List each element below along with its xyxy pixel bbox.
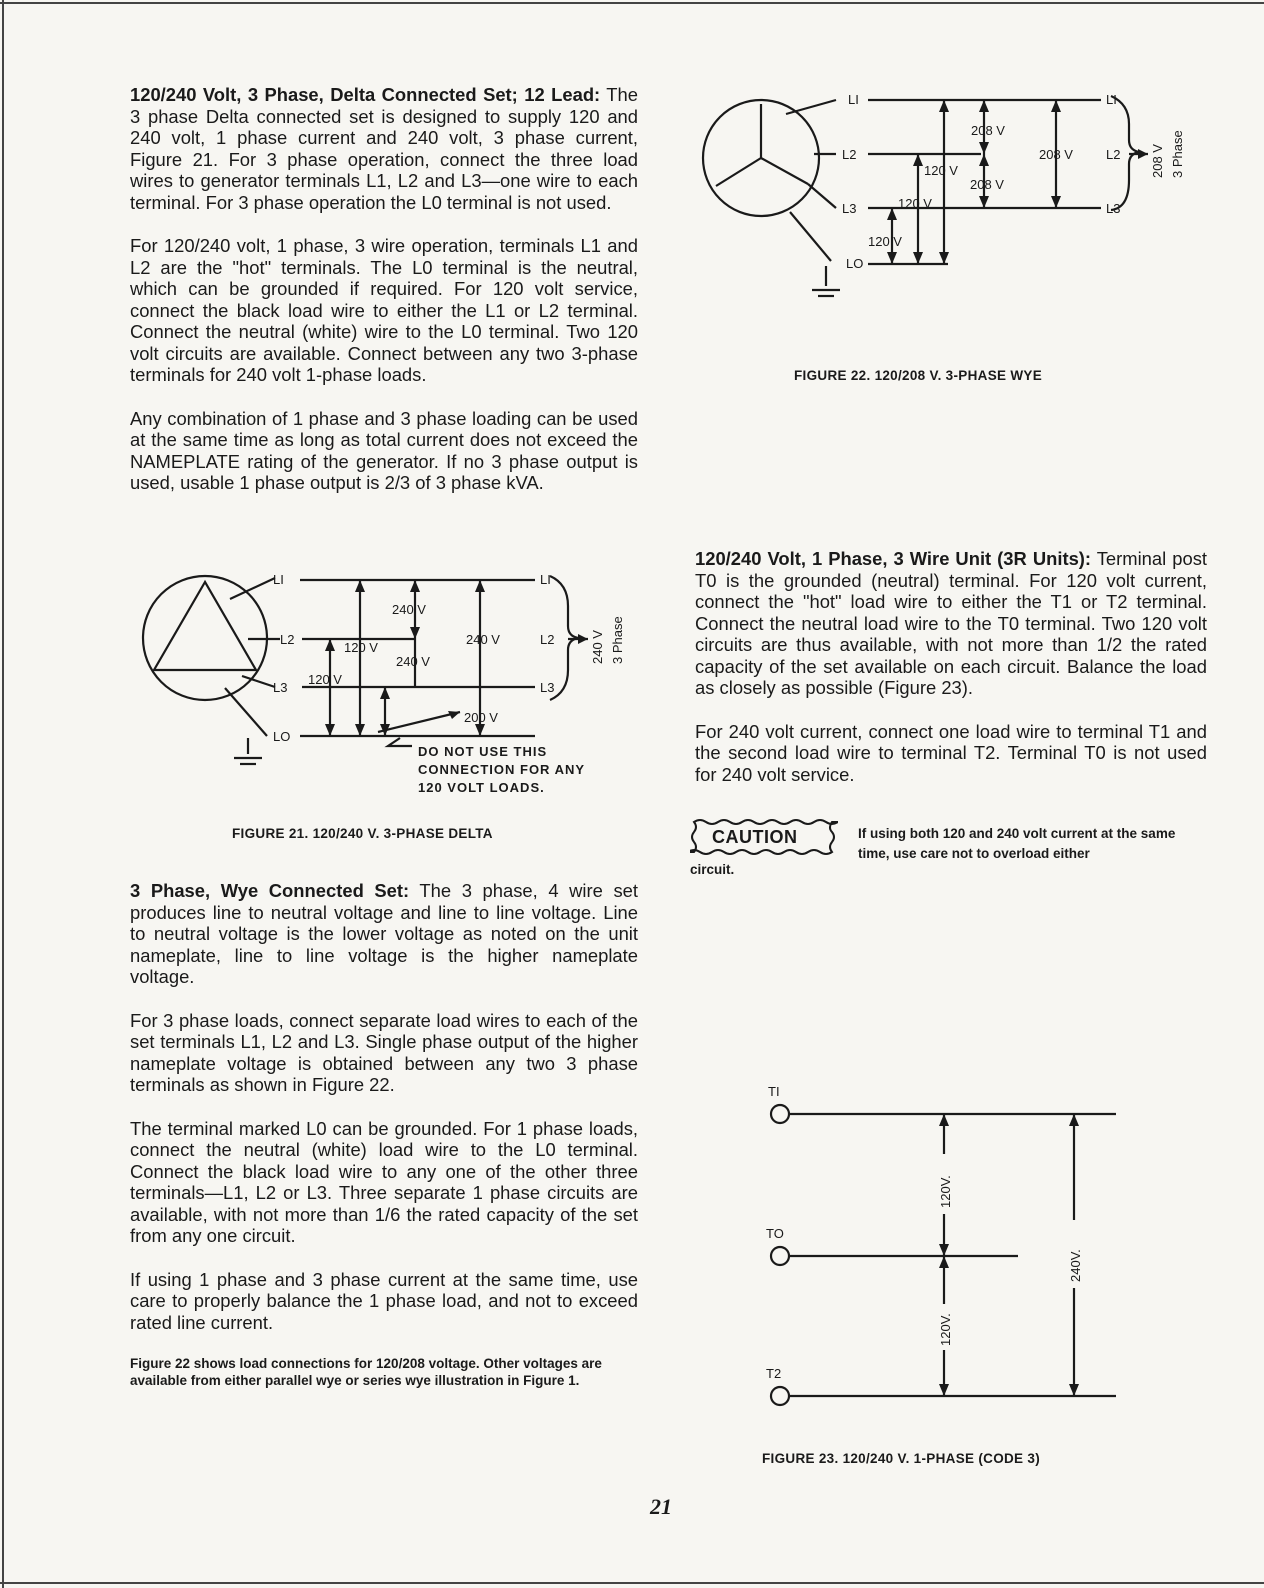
- fig21-240v-label-b: 240 V: [396, 654, 430, 669]
- fig21-240v-label-c: 240 V: [466, 632, 500, 647]
- paragraph-1-phase-delta: For 120/240 volt, 1 phase, 3 wire operation, terminals L1 and L2 are the "hot" terminals. The L0 terminal is the neutral, which can be grounded if required. For 120 volt service, connect the black load wire to either the L1 or L2 terminal. Connect the neutral (white) wire to the L0 terminal. Two 120 volt circuits are available. Connect between any two 3-phase terminals for 240 volt 1-phase loads.: [130, 235, 638, 385]
- fig21-120v-label-a: 120 V: [344, 640, 378, 655]
- fig23-terminal-t1: TI: [768, 1084, 780, 1099]
- fig23-240v-label: 240V.: [1068, 1249, 1083, 1282]
- paragraph-balance: If using 1 phase and 3 phase current at the same time, use care to properly balance the 1 phase load, and not to exceed rated line current.: [130, 1268, 638, 1333]
- figure-23-caption: FIGURE 23. 120/240 V. 1-PHASE (CODE 3): [762, 1451, 1041, 1466]
- fig21-side-240v: 240 V: [590, 630, 605, 664]
- page-edge-top: [0, 2, 1264, 4]
- fig22-right-l1: LI: [1106, 92, 1117, 107]
- paragraph-figure-note: Figure 22 shows load connections for 120/208 voltage. Other voltages are available from either parallel wye or series wye illustration in Figure 1.: [130, 1356, 602, 1388]
- fig22-208v-label-c: 208 V: [1039, 147, 1073, 162]
- right-column: [695, 548, 1207, 807]
- fig21-side-3-phase: 3 Phase: [610, 616, 625, 664]
- wye-arm-right-icon: [761, 158, 808, 184]
- fig21-right-l3: L3: [540, 680, 555, 695]
- paragraph-delta-intro: [130, 84, 638, 213]
- fig21-240v-label-a: 240 V: [392, 602, 426, 617]
- fig21-warning-line-2: CONNECTION FOR ANY: [418, 762, 586, 777]
- fig22-terminal-l1: LI: [848, 92, 859, 107]
- page-edge-bottom: [0, 1582, 1264, 1584]
- fig22-side-208v: 208 V: [1150, 144, 1165, 178]
- terminal-t1-icon: [771, 1105, 789, 1123]
- fig21-terminal-l0: LO: [273, 729, 291, 744]
- figure-22-wye-diagram: [696, 86, 1206, 322]
- paragraph-3r-units: [695, 548, 1207, 699]
- heading-delta: 120/240 Volt, 3 Phase, Delta Connected Set; 12 Lead:: [130, 84, 601, 105]
- fig22-208v-label-a: 208 V: [971, 123, 1005, 138]
- heading-wye: 3 Phase, Wye Connected Set:: [130, 880, 410, 901]
- fig21-warning-line-3: 120 VOLT LOADS.: [418, 780, 545, 795]
- figure-21-delta-diagram: [130, 566, 650, 806]
- terminal-t2-icon: [771, 1387, 789, 1405]
- fig22-120v-label-b: 120 V: [898, 196, 932, 211]
- fig22-120v-label-c: 120 V: [868, 234, 902, 249]
- fig21-terminal-l2: L2: [280, 632, 295, 647]
- figure-22-caption: FIGURE 22. 120/208 V. 3-PHASE WYE: [794, 368, 1043, 383]
- fig21-terminal-l3: L3: [273, 680, 288, 695]
- fig21-120v-label-b: 120 V: [308, 672, 342, 687]
- page-edge-left: [2, 0, 4, 1588]
- paragraph-l0-grounded: The terminal marked L0 can be grounded. For 1 phase loads, connect the neutral (white) load wire to the L0 terminal. Connect the black load wire to any one of the other three terminals—L1, L2 or L3. Three separate 1 phase circuits are available, with not more than 1/6 the rated capacity of the set from any one circuit.: [130, 1117, 638, 1246]
- paragraph-combination: Any combination of 1 phase and 3 phase loading can be used at the same time as long as total current does not exceed the NAMEPLATE rating of the generator. If no 3 phase output is used, usable 1 phase output is 2/3 of 3 phase kVA.: [130, 407, 638, 493]
- text-3r-units: Terminal post T0 is the grounded (neutral) terminal. For 120 volt current, connect the "hot" load wire to either the T1 or T2 terminal. Connect the neutral load wire to the T0 terminal. Two 120 volt circuits are thus available, with not more than 1/2 the rated capacity of the set available on each circuit. Balance the load as closely as possible (Figure 23).: [695, 548, 1207, 698]
- paragraph-wye-intro: [130, 880, 638, 988]
- figure-23-1-phase-diagram: [760, 1080, 1120, 1410]
- fig23-120v-label-a: 120V.: [938, 1175, 953, 1208]
- fig22-side-3-phase: 3 Phase: [1170, 130, 1185, 178]
- caution-label: CAUTION: [712, 827, 798, 847]
- fig21-right-l1: LI: [540, 572, 551, 587]
- fig22-terminal-l3: L3: [842, 201, 857, 216]
- fig22-right-l3: L3: [1106, 201, 1121, 216]
- paragraph-3-phase-loads: For 3 phase loads, connect separate load wires to each of the set terminals L1, L2 and L3. Single phase output of the higher nameplate voltage is obtained between any two 3 phase terminals as shown in Figure 22.: [130, 1009, 638, 1095]
- left-column: [130, 84, 638, 516]
- fig22-terminal-l2: L2: [842, 147, 857, 162]
- fig22-terminal-l0: LO: [846, 256, 864, 271]
- fig21-right-l2: L2: [540, 632, 555, 647]
- fig23-terminal-t2: T2: [766, 1366, 782, 1381]
- page-number: 21: [650, 1494, 672, 1519]
- fig22-right-l2: L2: [1106, 147, 1121, 162]
- fig23-terminal-t0: TO: [766, 1226, 784, 1241]
- text-wye-intro: The 3 phase, 4 wire set produces line to neutral voltage and line to line voltage. Line to neutral voltage is the lower voltage as noted on the unit nameplate, line to line voltage is the higher nameplate voltage.: [130, 880, 638, 987]
- fig21-warning-line-1: DO NOT USE THIS: [418, 744, 548, 759]
- paragraph-240-volt: For 240 volt current, connect one load wire to terminal T1 and the second load wire to terminal T2. Terminal T0 is not used for 240 volt service.: [695, 720, 1207, 785]
- caution-text-tail: circuit.: [690, 862, 735, 877]
- fig23-120v-label-b: 120V.: [938, 1313, 953, 1346]
- heading-3r-units: 120/240 Volt, 1 Phase, 3 Wire Unit (3R Units):: [695, 548, 1092, 569]
- fig21-terminal-l1: LI: [273, 572, 284, 587]
- figure-21-caption: FIGURE 21. 120/240 V. 3-PHASE DELTA: [232, 826, 493, 841]
- terminal-t0-icon: [771, 1247, 789, 1265]
- caution-text: If using both 120 and 240 volt current at the same time, use care not to overload either: [858, 826, 1176, 861]
- left-column-lower: [130, 880, 638, 1411]
- fig22-120v-label-a: 120 V: [924, 163, 958, 178]
- wye-arm-left-icon: [716, 158, 761, 186]
- fig21-200v-label: 200 V: [464, 710, 498, 725]
- fig22-208v-label-b: 208 V: [970, 177, 1004, 192]
- text-delta-intro: The 3 phase Delta connected set is designed to supply 120 and 240 volt, 1 phase current and 240 volt, 3 phase current, Figure 21. For 3 phase operation, connect the three load wires to generator terminals L1, L2 and L3—one wire to each terminal. For 3 phase operation the L0 terminal is not used.: [130, 84, 638, 213]
